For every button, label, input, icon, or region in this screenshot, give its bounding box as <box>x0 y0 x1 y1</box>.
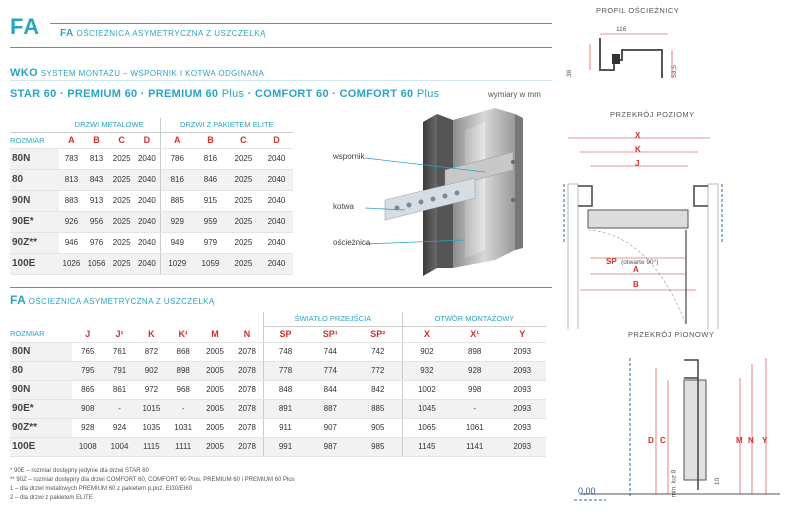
frame-right <box>694 186 708 206</box>
wall-right <box>708 184 718 329</box>
door-leaf-vertical <box>684 380 706 480</box>
row-size-name: 90Z** <box>10 232 59 253</box>
table1-body <box>10 148 293 274</box>
footnote-3: 1 – dla drzwi metalowych PREMIUM 60 z pakietem p.poż. EI30/EI60 <box>10 486 193 492</box>
table-cell: 2093 <box>498 437 546 456</box>
row-size-name: 80 <box>10 361 72 380</box>
table1-group-empty <box>10 118 59 132</box>
table-cell: 2025 <box>109 190 134 211</box>
table-cell: 844 <box>307 380 354 399</box>
table2-group-empty <box>10 312 264 326</box>
table-cell: 905 <box>354 418 402 437</box>
table-cell: 885 <box>160 190 194 211</box>
table-cell: 1145 <box>402 437 451 456</box>
label-kotwa: kotwa <box>333 202 354 211</box>
row-size-name: 90N <box>10 190 59 211</box>
table-cell: 1065 <box>402 418 451 437</box>
table-cell: 2040 <box>260 190 293 211</box>
page-subtitle-text: OŚCIEŻNICA ASYMETRYCZNA Z USZCZELKĄ <box>76 29 266 38</box>
row-size-name: 90Z** <box>10 418 72 437</box>
series-line <box>10 88 439 100</box>
label-m: M <box>736 436 743 445</box>
table-cell: 959 <box>194 211 227 232</box>
table-cell: 2025 <box>109 211 134 232</box>
col-header: N <box>231 326 264 342</box>
table-cell: 2025 <box>109 232 134 253</box>
table-cell: 2093 <box>498 380 546 399</box>
table-cell: 928 <box>451 361 498 380</box>
col-header: SP <box>264 326 307 342</box>
section2-divider <box>10 287 552 288</box>
table-cell: 985 <box>354 437 402 456</box>
table-cell: 885 <box>354 399 402 418</box>
col-header: X¹ <box>451 326 498 342</box>
table2-body <box>10 342 546 456</box>
table-row <box>10 399 546 418</box>
label-b: B <box>633 280 639 289</box>
col-header: B <box>84 132 109 148</box>
table-cell: 2005 <box>199 342 231 361</box>
table-cell: 2005 <box>199 361 231 380</box>
frame-top <box>684 360 698 378</box>
table-cell: 979 <box>194 232 227 253</box>
col-header: SP² <box>354 326 402 342</box>
table-cell: 744 <box>307 342 354 361</box>
table-cell: 987 <box>307 437 354 456</box>
table-cell: 883 <box>59 190 84 211</box>
label-dim-10: 10 <box>714 477 722 486</box>
col-header: C <box>109 132 134 148</box>
col-header: C <box>227 132 260 148</box>
table-cell: 926 <box>59 211 84 232</box>
table-row <box>10 342 546 361</box>
table-cell: 998 <box>451 380 498 399</box>
table-cell: 816 <box>194 148 227 169</box>
row-size-name: 100E <box>10 437 72 456</box>
series-plus-1: Plus <box>221 88 245 100</box>
table-cell: 2040 <box>260 211 293 232</box>
table-row <box>10 380 546 399</box>
table-row <box>10 418 546 437</box>
table-cell: 2040 <box>260 148 293 169</box>
table-cell: 2025 <box>109 148 134 169</box>
table-row <box>10 211 293 232</box>
table-cell: 1008 <box>72 437 104 456</box>
table1-group-row <box>10 118 293 132</box>
table2-row-header: ROZMIAR <box>10 326 72 342</box>
wall-left <box>568 184 578 329</box>
footnote-2: ** 90Z – rozmiar dostępny dla drzwi COMFORT 60, COMFORT 60 Plus, PREMIUM 60 i PREMIUM 60 Plus <box>10 477 295 483</box>
page-subtitle-code: FA <box>60 28 74 39</box>
col-header: D <box>134 132 160 148</box>
table-cell: 928 <box>72 418 104 437</box>
table-cell: 991 <box>264 437 307 456</box>
table-cell: 2040 <box>260 253 293 274</box>
row-size-name: 100E <box>10 253 59 274</box>
profile-seal <box>612 54 620 64</box>
table-cell: 913 <box>84 190 109 211</box>
table-cell: 2005 <box>199 437 231 456</box>
table-cell: 2040 <box>260 232 293 253</box>
table-cell: 2025 <box>227 253 260 274</box>
col-header: A <box>59 132 84 148</box>
frame-profile-edge <box>515 114 523 250</box>
footnote-1: * 90E – rozmiar dostępny jedynie dla drzwi STAR 60 <box>10 468 149 474</box>
table-cell: 783 <box>59 148 84 169</box>
section2-code: FA <box>10 293 27 307</box>
table-cell: 1115 <box>135 437 167 456</box>
label-d: D <box>648 436 654 445</box>
table-cell: 2005 <box>199 418 231 437</box>
table-row <box>10 169 293 190</box>
label-j: J <box>635 159 640 168</box>
table-cell: 924 <box>104 418 136 437</box>
table-cell: 2025 <box>227 148 260 169</box>
label-c: C <box>660 436 666 445</box>
table-cell: - <box>451 399 498 418</box>
series-plus-2: Plus <box>416 88 440 100</box>
table-cell: 772 <box>354 361 402 380</box>
table-cell: - <box>104 399 136 418</box>
table-cell: 911 <box>264 418 307 437</box>
mount-system <box>10 67 264 79</box>
table-cell: 1059 <box>194 253 227 274</box>
table-cell: 843 <box>84 169 109 190</box>
profile-left-dim: 38 <box>566 69 574 78</box>
table-cell: 868 <box>167 342 199 361</box>
profile-drawing <box>560 18 800 98</box>
table-cell: 902 <box>135 361 167 380</box>
table-cell: 2040 <box>260 169 293 190</box>
row-size-name: 90E* <box>10 399 72 418</box>
table-cell: 1029 <box>160 253 194 274</box>
col-header: D <box>260 132 293 148</box>
table-row <box>10 253 293 274</box>
table-cell: 907 <box>307 418 354 437</box>
horizontal-title: PRZEKRÓJ POZIOMY <box>610 110 695 119</box>
screw-2 <box>511 198 515 202</box>
table1-group-elite: DRZWI Z PAKIETEM ELITE <box>160 118 293 132</box>
table-cell: 1031 <box>167 418 199 437</box>
table-cell: 2025 <box>109 253 134 274</box>
table-cell: 932 <box>402 361 451 380</box>
table-cell: 774 <box>307 361 354 380</box>
profile-width: 116 <box>616 26 627 33</box>
table-cell: 902 <box>402 342 451 361</box>
col-header: B <box>194 132 227 148</box>
col-header: J <box>72 326 104 342</box>
table-cell: 786 <box>160 148 194 169</box>
row-size-name: 90N <box>10 380 72 399</box>
row-size-name: 80N <box>10 148 59 169</box>
table1-header-row <box>10 132 293 148</box>
table-cell: 2078 <box>231 418 264 437</box>
table-row <box>10 232 293 253</box>
col-header: M <box>199 326 231 342</box>
col-header: J¹ <box>104 326 136 342</box>
table-cell: 813 <box>84 148 109 169</box>
table-cell: 2078 <box>231 361 264 380</box>
page-code: FA <box>10 14 41 39</box>
table-cell: 795 <box>72 361 104 380</box>
door-leaf <box>588 210 688 228</box>
table-cell: 2093 <box>498 399 546 418</box>
table-cell: 816 <box>160 169 194 190</box>
table-cell: 2078 <box>231 437 264 456</box>
table-cell: 1002 <box>402 380 451 399</box>
table-cell: 2025 <box>109 169 134 190</box>
header-divider-2 <box>10 47 552 48</box>
table-cell: 2040 <box>134 211 160 232</box>
table-cell: 2040 <box>134 169 160 190</box>
table-cell: 2093 <box>498 361 546 380</box>
table-row <box>10 148 293 169</box>
row-size-name: 80N <box>10 342 72 361</box>
series-text-2: · COMFORT 60 · COMFORT 60 <box>247 88 414 100</box>
dimensions-table-1 <box>10 118 293 275</box>
col-header: X <box>402 326 451 342</box>
table-cell: 949 <box>160 232 194 253</box>
table-cell: - <box>167 399 199 418</box>
table-cell: 2005 <box>199 380 231 399</box>
table-cell: 891 <box>264 399 307 418</box>
col-header: SP¹ <box>307 326 354 342</box>
series-text: STAR 60 · PREMIUM 60 · PREMIUM 60 <box>10 88 219 100</box>
table-cell: 898 <box>451 342 498 361</box>
label-min-luz: min. luz 8 <box>670 469 678 498</box>
dimensions-table-2 <box>10 312 546 457</box>
door-arc <box>588 230 686 324</box>
wko-divider <box>10 80 552 81</box>
label-a: A <box>633 265 639 274</box>
table-cell: 765 <box>72 342 104 361</box>
table1-group-metal: DRZWI METALOWE <box>59 118 160 132</box>
table-cell: 1141 <box>451 437 498 456</box>
table-cell: 1015 <box>135 399 167 418</box>
table-cell: 908 <box>72 399 104 418</box>
table-cell: 865 <box>72 380 104 399</box>
page-subtitle <box>60 28 266 39</box>
row-size-name: 90E* <box>10 211 59 232</box>
vertical-title: PRZEKRÓJ PIONOWY <box>628 330 715 339</box>
table-cell: 887 <box>307 399 354 418</box>
label-oscieznica: ościeżnica <box>333 238 371 247</box>
table-cell: 1026 <box>59 253 84 274</box>
table-cell: 1045 <box>402 399 451 418</box>
table-cell: 2025 <box>227 190 260 211</box>
table-cell: 915 <box>194 190 227 211</box>
label-x: X <box>635 131 641 140</box>
section2-title <box>10 293 215 307</box>
table-cell: 861 <box>104 380 136 399</box>
table-cell: 2025 <box>227 169 260 190</box>
table-cell: 968 <box>167 380 199 399</box>
table-cell: 2078 <box>231 399 264 418</box>
table-cell: 2025 <box>227 211 260 232</box>
label-y: Y <box>762 436 768 445</box>
col-header: A <box>160 132 194 148</box>
table-row <box>10 190 293 211</box>
profile-shape <box>600 38 662 78</box>
table-cell: 1061 <box>451 418 498 437</box>
col-header: K¹ <box>167 326 199 342</box>
profile-right-dim: 53,5 <box>670 65 678 78</box>
table-cell: 2093 <box>498 342 546 361</box>
table-cell: 929 <box>160 211 194 232</box>
table-cell: 872 <box>135 342 167 361</box>
table-cell: 778 <box>264 361 307 380</box>
table-cell: 1111 <box>167 437 199 456</box>
table-cell: 2025 <box>227 232 260 253</box>
label-sp-note: (otwarte 90°) <box>621 259 659 266</box>
table-cell: 956 <box>84 211 109 232</box>
table-cell: 1004 <box>104 437 136 456</box>
table-cell: 846 <box>194 169 227 190</box>
label-wspornik: wspornik <box>333 152 365 161</box>
table2-group-opening: OTWÓR MONTAŻOWY <box>402 312 546 326</box>
mount-system-code: WKO <box>10 67 39 79</box>
table-cell: 976 <box>84 232 109 253</box>
mount-system-text: SYSTEM MONTAŻU – WSPORNIK I KOTWA ODGINANA <box>40 69 265 78</box>
label-k: K <box>635 145 641 154</box>
table-cell: 2078 <box>231 380 264 399</box>
table-cell: 2040 <box>134 253 160 274</box>
table1-row-header: ROZMIAR <box>10 132 59 148</box>
label-sp: SP <box>606 257 617 266</box>
col-header: Y <box>498 326 546 342</box>
screw-1 <box>511 160 515 164</box>
profile-title: PROFIL OŚCIEŻNICY <box>596 6 680 15</box>
table-cell: 2040 <box>134 148 160 169</box>
table-cell: 1035 <box>135 418 167 437</box>
table-cell: 791 <box>104 361 136 380</box>
col-header: K <box>135 326 167 342</box>
section2-text: OŚCIEŻNICA ASYMETRYCZNA Z USZCZELKĄ <box>28 297 215 306</box>
row-size-name: 80 <box>10 169 59 190</box>
mount-illustration <box>325 100 555 280</box>
table-cell: 848 <box>264 380 307 399</box>
units-note: wymiary w mm <box>488 90 541 99</box>
table-cell: 2005 <box>199 399 231 418</box>
table-cell: 972 <box>135 380 167 399</box>
table-cell: 898 <box>167 361 199 380</box>
label-n: N <box>748 436 754 445</box>
table-cell: 2040 <box>134 190 160 211</box>
footnote-4: 2 – dla drzwi z pakietem ELITE <box>10 495 93 501</box>
table-cell: 1056 <box>84 253 109 274</box>
table2-group-row <box>10 312 546 326</box>
table-cell: 761 <box>104 342 136 361</box>
label-zero: 0,00 <box>578 486 596 496</box>
table-cell: 2078 <box>231 342 264 361</box>
table-cell: 748 <box>264 342 307 361</box>
table-cell: 2040 <box>134 232 160 253</box>
table-cell: 813 <box>59 169 84 190</box>
table-cell: 946 <box>59 232 84 253</box>
table2-header-row <box>10 326 546 342</box>
table-cell: 842 <box>354 380 402 399</box>
frame-left <box>578 186 592 206</box>
table-cell: 742 <box>354 342 402 361</box>
table2-group-light: ŚWIATŁO PRZEJŚCIA <box>264 312 403 326</box>
table-cell: 2093 <box>498 418 546 437</box>
footnotes <box>10 467 295 503</box>
header-divider <box>50 23 552 24</box>
table-row <box>10 437 546 456</box>
table-row <box>10 361 546 380</box>
horizontal-section-drawing <box>560 124 800 329</box>
